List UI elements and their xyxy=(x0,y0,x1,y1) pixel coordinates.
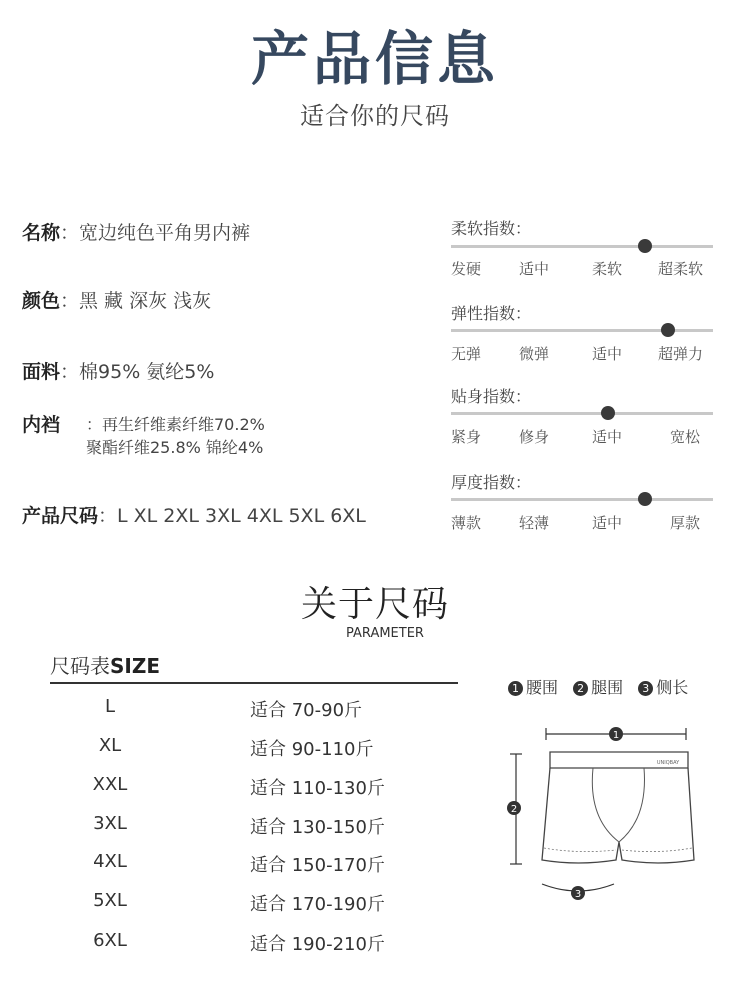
index-track xyxy=(451,329,713,332)
info-color-label: 颜色 xyxy=(22,290,61,312)
fit-cell: 适合 90-110斤 xyxy=(250,739,374,760)
index-marker xyxy=(638,492,652,506)
info-lining-label: 内裆 xyxy=(22,414,61,436)
index-label: 柔软 xyxy=(592,260,623,278)
table-row xyxy=(50,890,458,928)
index-label: 轻薄 xyxy=(519,514,550,532)
legend-label: 腰围 xyxy=(526,678,559,697)
info-sizes-value: ：L XL 2XL 3XL 4XL 5XL 6XL xyxy=(98,505,366,527)
info-fabric xyxy=(22,357,214,384)
legend-number: 3 xyxy=(638,681,653,696)
size-cell: 4XL xyxy=(93,851,127,872)
index-label: 厚款 xyxy=(670,514,701,532)
info-sizes xyxy=(22,501,366,528)
fit-cell: 适合 110-130斤 xyxy=(250,778,385,799)
info-lining-line2: 聚酯纤维25.8% 锦纶4% xyxy=(86,438,264,457)
size-table-heading xyxy=(50,650,160,679)
info-name-label: 名称 xyxy=(22,222,61,244)
index-label: 薄款 xyxy=(451,514,482,532)
info-sizes-label: 产品尺码 xyxy=(22,505,99,527)
size-cell: L xyxy=(104,696,116,717)
index-marker xyxy=(601,406,615,420)
index-label: 适中 xyxy=(592,345,623,363)
legend-label: 腿围 xyxy=(591,678,624,697)
index-track xyxy=(451,245,713,248)
fit-cell: 适合 70-90斤 xyxy=(250,700,363,721)
index-label: 修身 xyxy=(519,428,550,446)
boxer-hem-right xyxy=(622,848,692,852)
legend-side xyxy=(638,678,688,697)
size-cell: 5XL xyxy=(93,890,127,911)
fit-cell: 适合 130-150斤 xyxy=(250,817,385,838)
fit-cell: 适合 150-170斤 xyxy=(250,855,385,876)
index-label: 无弹 xyxy=(451,345,482,363)
index-label: 适中 xyxy=(592,428,623,446)
info-lining xyxy=(22,410,60,437)
index-marker xyxy=(638,239,652,253)
info-name-value: ：宽边纯色平角男内裤 xyxy=(60,222,251,244)
fit-cell: 适合 170-190斤 xyxy=(250,894,385,915)
legend-label: 侧长 xyxy=(656,678,689,697)
table-row xyxy=(50,813,458,851)
about-size-subtitle: PARAMETER xyxy=(346,626,424,641)
info-color-value: ：黑 藏 深灰 浅灰 xyxy=(60,290,212,312)
index-label: 适中 xyxy=(592,514,623,532)
index-label: 发硬 xyxy=(451,260,482,278)
index-label: 微弹 xyxy=(519,345,550,363)
info-fabric-label: 面料 xyxy=(22,361,61,383)
size-cell: 6XL xyxy=(93,930,127,951)
info-color xyxy=(22,286,211,313)
legend-leg xyxy=(573,678,623,697)
boxer-brand: UNIQBAY xyxy=(656,760,680,766)
legend-number: 1 xyxy=(508,681,523,696)
index-track xyxy=(451,498,713,501)
info-name xyxy=(22,218,250,245)
size-cell: XL xyxy=(98,735,122,756)
info-lining-line1: ：再生纤维素纤维70.2% xyxy=(86,415,265,434)
index-label: 宽松 xyxy=(670,428,701,446)
index-label: 紧身 xyxy=(451,428,482,446)
table-row xyxy=(50,851,458,889)
measure-legend xyxy=(508,675,698,698)
index-title: 贴身指数： xyxy=(451,387,532,406)
leg-marker-number: 3 xyxy=(574,889,582,900)
index-label: 超柔软 xyxy=(658,260,704,278)
boxer-hem-left xyxy=(544,848,616,852)
boxer-pouch xyxy=(592,768,644,842)
table-row xyxy=(50,930,458,968)
index-title: 厚度指数： xyxy=(451,473,532,492)
boxer-measure-diagram xyxy=(498,718,738,918)
info-fabric-value: ：棉95% 氨纶5% xyxy=(60,361,215,383)
index-track xyxy=(451,412,713,415)
about-size-title: 关于尺码 xyxy=(300,584,449,625)
table-row xyxy=(50,735,458,773)
index-title: 柔软指数： xyxy=(451,219,532,238)
size-table-heading-bold: SIZE xyxy=(110,654,161,678)
table-row xyxy=(50,774,458,812)
size-table-heading-text: 尺码表 xyxy=(50,654,110,678)
index-label: 适中 xyxy=(519,260,550,278)
size-cell: XXL xyxy=(92,774,128,795)
side-marker-number: 2 xyxy=(510,804,518,815)
page-subtitle: 适合你的尺码 xyxy=(300,102,450,130)
index-label: 超弹力 xyxy=(658,345,704,363)
size-table-divider xyxy=(50,682,458,684)
waist-marker-number: 1 xyxy=(612,730,620,741)
table-row xyxy=(50,696,458,734)
index-title: 弹性指数： xyxy=(451,304,532,323)
fit-cell: 适合 190-210斤 xyxy=(250,934,385,955)
boxer-body xyxy=(542,768,694,863)
legend-waist xyxy=(508,678,558,697)
size-cell: 3XL xyxy=(93,813,127,834)
index-marker xyxy=(661,323,675,337)
page-title: 产品信息 xyxy=(250,25,499,93)
legend-number: 2 xyxy=(573,681,588,696)
